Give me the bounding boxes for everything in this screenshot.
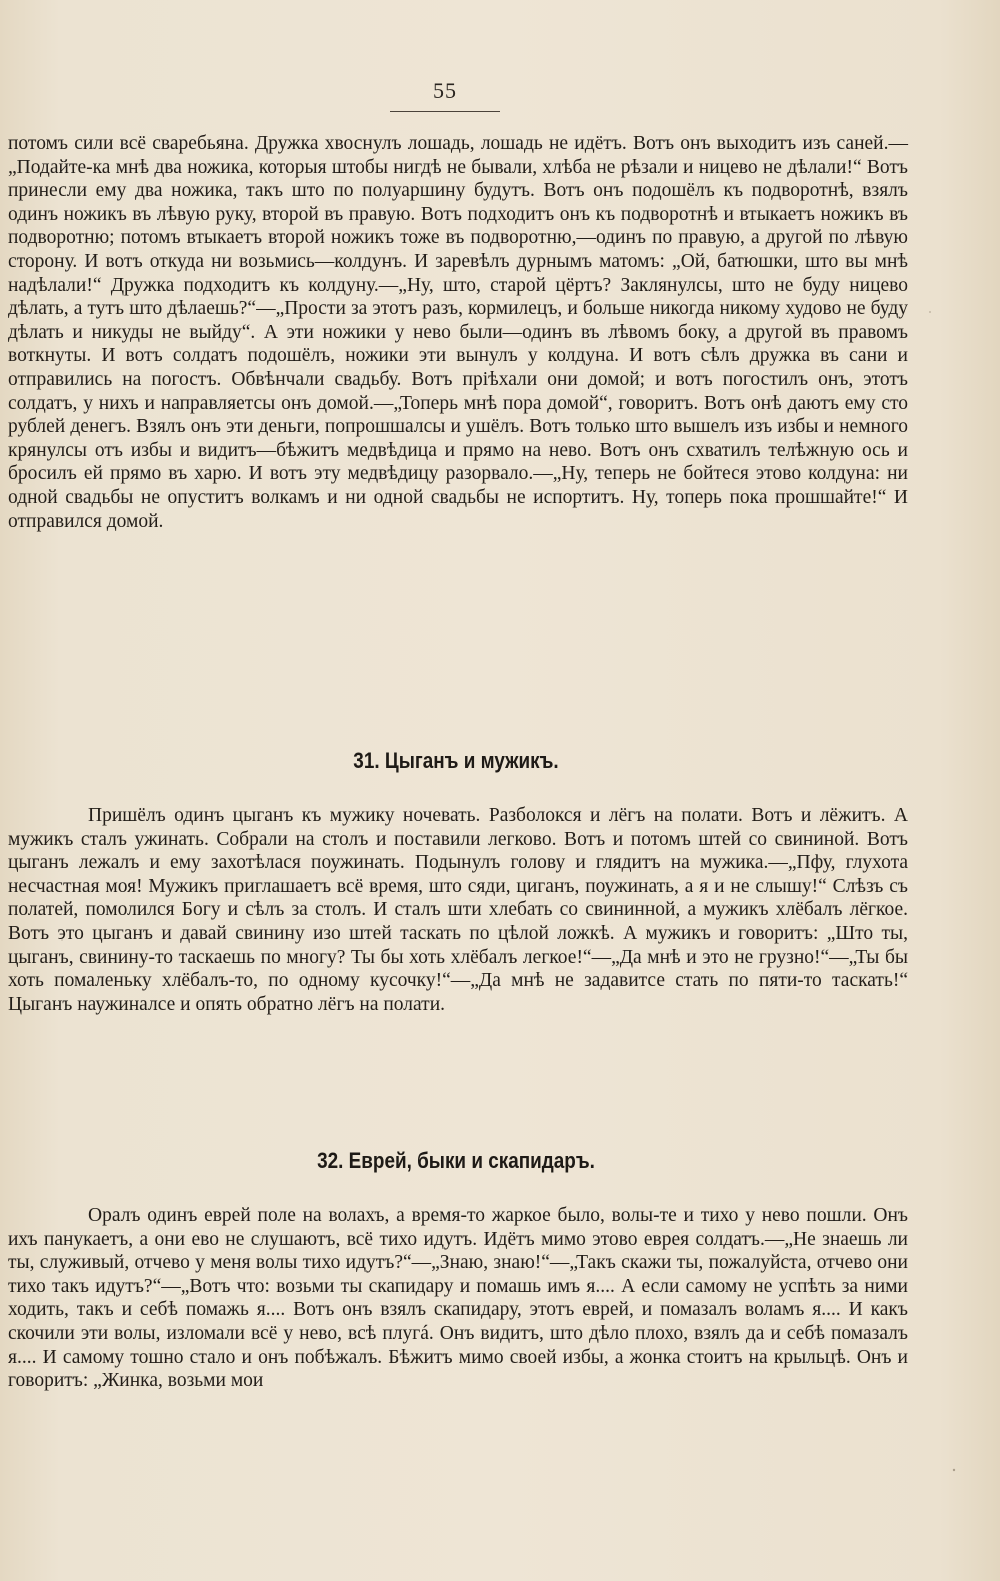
story-32-text [8, 1204, 908, 1393]
story-continuation [8, 132, 908, 533]
section-heading-32: 32. Еврей, быки и скапидаръ. [317, 1148, 595, 1173]
page-number-rule [390, 111, 500, 112]
paragraph: потомъ сили всё сваребьяна. Дружка хвоснулъ лошадь, лошадь не идётъ. Вотъ онъ выходитъ изъ саней.—„Подайте-ка мнѣ два ножика, которыя штобы нигдѣ не бывали, хлѣба не рѣзали и ницево не дѣлали!“ Вотъ принесли ему два ножика, такъ што по полуаршину будутъ. Вотъ онъ подошёлъ къ подворотнѣ, взялъ одинъ ножикъ въ лѣвую руку, второй въ правую. Вотъ подходитъ онъ къ подворотнѣ и втыкаетъ ножикъ въ подворотню; потомъ втыкаетъ второй ножикъ тоже въ подворотню,—одинъ по правую, а другой по лѣвую сторону. И вотъ откуда ни возьмись—колдунъ. И заревѣлъ дурнымъ матомъ: „Ой, батюшки, што вы мнѣ надѣлали!“ Дружка подходитъ къ колдуну.—„Ну, што, старой цёртъ? Заклянулсы, што не буду ницево дѣлать, а тутъ што дѣлаешь?“—„Прости за этотъ разъ, кормилецъ, и больше никогда никому худово не буду дѣлать и никуды не выйду“. А эти ножики у нево были—одинъ въ лѣвомъ боку, а другой въ правомъ воткнуты. И вотъ солдатъ подошёлъ, ножики эти вынулъ у колдуна. И вотъ сѣлъ дружка въ сани и отправились на погостъ. Обвѣнчали свадьбу. Вотъ пріѣхали они домой; и вотъ погостилъ онъ, этотъ солдатъ, у нихъ и направляетсы онъ домой.—„Топерь мнѣ пора домой“, говоритъ. Вотъ онѣ даютъ ему сто рублей денегъ. Взялъ онъ эти деньги, попрошшалсы и ушёлъ. Вотъ только што вышелъ изъ избы и немного крянулсы отъ избы и видитъ—бѣжитъ медвѣдица и прямо на нево. Вотъ онъ схватилъ телѣжную ось и бросилъ ей прямо въ харю. И вотъ эту медвѣдицу разорвало.—„Ну, теперь не бойтеся этово колдуна: ни одной свадьбы не опуститъ волкамъ и ни одной свадьбы не испортитъ. Ну, топерь пока прошшайте!“ И отправился домой. [8, 133, 908, 532]
section-heading-31: 31. Цыганъ и мужикъ. [353, 748, 559, 773]
page-number: 55 [433, 78, 457, 103]
story-31-text [8, 804, 908, 1016]
paragraph: Оралъ одинъ еврей поле на волахъ, а время-то жаркое было, волы-те и тихо у нево пошли. Онъ ихъ панукаетъ, а они ево не слушаютъ, всё тихо идутъ. Идётъ мимо этово еврея солдатъ.—„Не знаешь ли ты, служивый, отчево у меня волы тихо идутъ?“—„Знаю, знаю!“—„Такъ скажи ты, пожалуйста, отчево они тихо такъ идутъ?“—„Вотъ что: возьми ты скапидару и помашь имъ я.... А если самому не успѣть за ними ходить, такъ и себѣ помажь я.... Вотъ онъ взялъ скапидару, этотъ еврей, и помазалъ воламъ я.... И какъ скочили эти волы, изломали всё у нево, всѣ плугá. Онъ видитъ, што дѣло плохо, взялъ да и себѣ помазалъ я.... И самому тошно стало и онъ побѣжалъ. Бѣжитъ мимо своей избы, а жонка стоитъ на крыльцѣ. Онъ и говоритъ: „Жинка, возьми мои [8, 1205, 908, 1392]
paragraph: Пришёлъ одинъ цыганъ къ мужику ночевать. Разболокся и лёгъ на полати. Вотъ и лёжитъ. А мужикъ сталъ ужинать. Собрали на столъ и поставили легково. Вотъ и потомъ штей со свининой. Вотъ цыганъ лежалъ и ему захотѣлася поужинать. Подынулъ голову и глядитъ на мужика.—„Пфу, глухота несчастная моя! Мужикъ приглашаетъ всё время, што сяди, циганъ, поужинать, а я и не слышу!“ Слѣзъ съ полатей, помолился Богу и сѣлъ за столъ. И сталъ шти хлебать со свининной, а мужикъ хлёбалъ лёгкое. Вотъ это цыганъ и давай свинину изо штей таскать по цѣлой ложкѣ. А мужикъ и говоритъ: „Што ты, цыганъ, свинину-то таскаешь по многу? Ты бы хоть хлёбалъ легкое!“—„Да мнѣ и это не грузно!“—„Ты бы хоть помаленьку хлёбалъ-то, по одному кусочку!“—„Да мнѣ не задавитсе стать по пяти-то таскать!“ Цыганъ наужиналсе и опять обратно лёгъ на полати. [8, 805, 908, 1015]
